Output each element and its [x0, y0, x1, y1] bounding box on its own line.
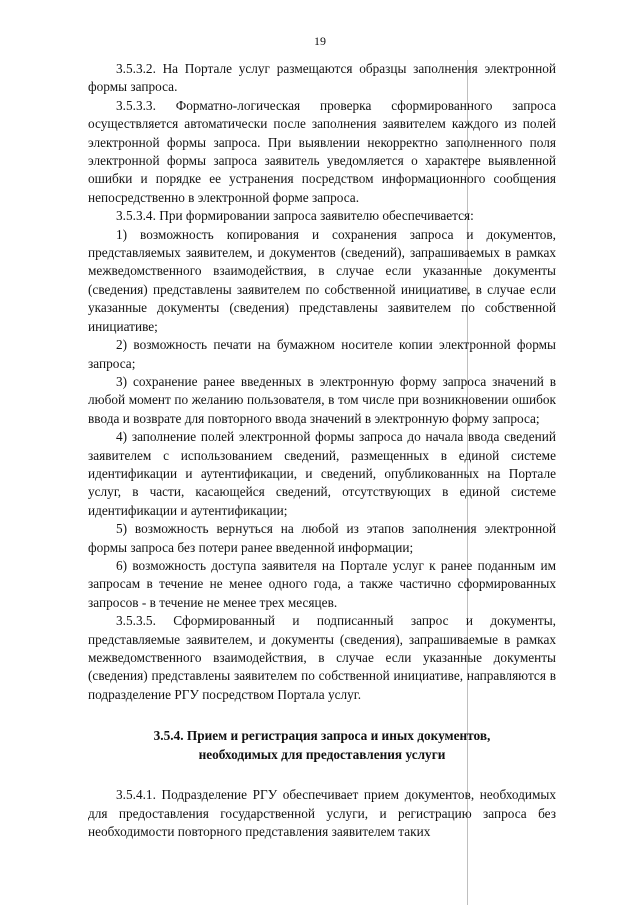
list-item-4: 4) заполнение полей электронной формы запроса до начала ввода сведений заявителем с использованием сведений, размещенных в единой системе идентификации и аутентификации, и сведений, опубликованных на Портале услуг, в части, касающейся сведений, отсутствующих в единой системе идентификации и аутентификации;: [88, 429, 556, 518]
paragraph-3-5-3-3: 3.5.3.3. Форматно-логическая проверка сформированного запроса осуществляется автоматически после заполнения заявителем каждого из полей электронной формы запроса. При выявлении некорректно заполненного поля электронной формы запроса заявитель уведомляется о характере выявленной ошибки и порядке ее устранения посредством информационного сообщения непосредственно в электронной форме запроса.: [88, 97, 556, 205]
section-heading-3-5-4: [88, 726, 556, 764]
section-heading-line-2: необходимых для предоставления услуги: [198, 747, 446, 763]
paragraph-3-5-4-1: 3.5.4.1. Подразделение РГУ обеспечивает прием документов, необходимых для предоставления государственной услуги, и регистрацию запроса без необходимости повторного представления заявителем таких: [88, 787, 556, 840]
list-item-1: 1) возможность копирования и сохранения запроса и документов, представляемых заявителем, и документов (сведений), запрашиваемых в рамках межведомственного взаимодействия, в случае если указанные документы (сведения) представлены заявителем по собственной инициативе, в случае если указанные документы (сведения) представлены заявителем по собственной инициативе;: [88, 226, 556, 334]
list-item-2: 2) возможность печати на бумажном носителе копии электронной формы запроса;: [88, 337, 556, 371]
list-item-6: 6) возможность доступа заявителя на Портале услуг к ранее поданным им запросам в течение не менее одного года, а также частично сформированных запросов - в течение не менее трех месяцев.: [88, 557, 556, 610]
paragraph-3-5-3-5: 3.5.3.5. Сформированный и подписанный запрос и документы, представляемые заявителем, и документы (сведения), запрашиваемые в рамках межведомственного взаимодействия, в случае если указанные документы (сведения) представлены заявителем по собственной инициативе, направляются в подразделение РГУ посредством Портала услуг.: [88, 613, 556, 702]
section-heading-line-1: 3.5.4. Прием и регистрация запроса и иных документов,: [153, 728, 491, 744]
page-number: 19: [314, 34, 326, 48]
paragraph-3-5-3-2: 3.5.3.2. На Портале услуг размещаются образцы заполнения электронной формы запроса.: [88, 61, 556, 95]
list-item-5: 5) возможность вернуться на любой из этапов заполнения электронной формы запроса без потери ранее введенной информации;: [88, 521, 556, 555]
paragraph-3-5-3-4: 3.5.3.4. При формировании запроса заявителю обеспечивается:: [116, 208, 474, 224]
document-body: [88, 60, 556, 841]
list-item-3: 3) сохранение ранее введенных в электронную форму запроса значений в любой момент по желанию пользователя, в том числе при возникновении ошибок ввода и возврате для повторного ввода значений в электронную форму запроса;: [88, 373, 556, 426]
